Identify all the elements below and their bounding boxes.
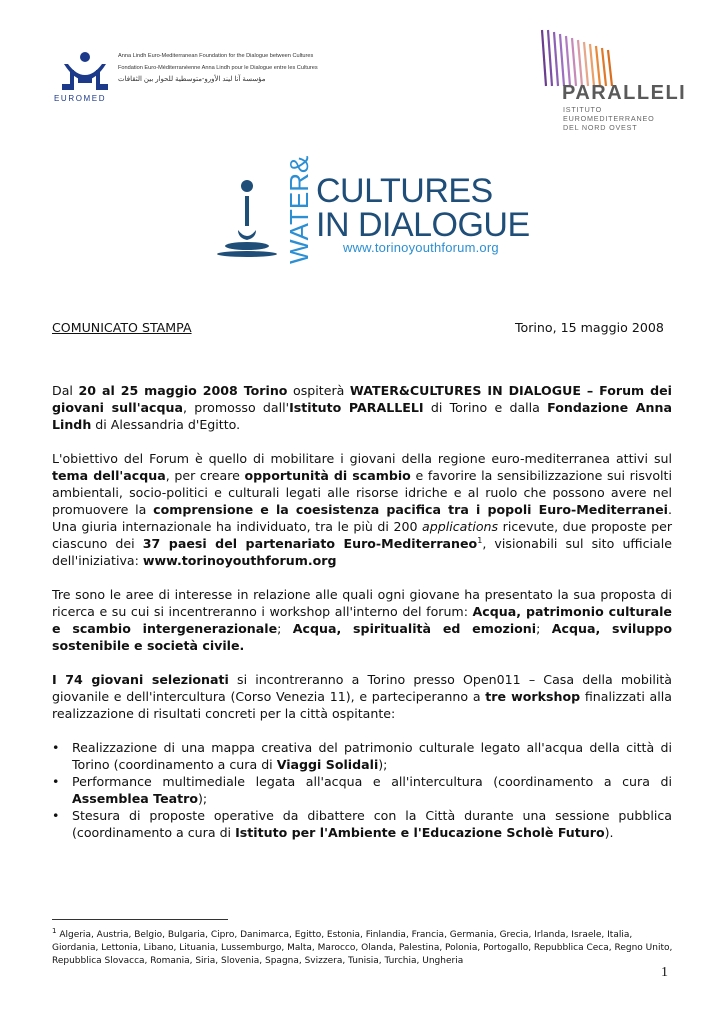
paragraph-participants: I 74 giovani selezionati si incontreranno a Torino presso Open011 – Casa della mobilità giovanile e dell'intercultura (Corso Venezia 11), e parteciperanno a tre workshop finalizzati alla realizzazione di risultati concreti per la città ospitante: bbox=[52, 672, 672, 721]
paralleli-line-2: EUROMEDITERRANEO bbox=[563, 114, 655, 123]
in-dialogue-title: IN DIALOGUE bbox=[316, 206, 530, 244]
paragraph-objective: L'obiettivo del Forum è quello di mobilitare i giovani della regione euro-mediterranea attivi sul tema dell'acqua, per creare opportunità di scambio e favorire la sensibilizzazione sui risvolti ambientali, socio-politici e culturali legati alle risorse idriche e al ruolo che possono avere nel promuovere la comprensione e la coesistenza pacifica tra i popoli Euro-Mediterranei. Una giuria internazionale ha individuato, tra le più di 200 applications ricevute, due proposte per ciascuno dei 37 paesi del partenariato Euro-Mediterraneo$^1$, visionabili sul sito ufficiale dell'iniziativa: www.torinoyouthforum.org bbox=[52, 451, 672, 568]
workshop-list bbox=[52, 739, 672, 841]
forum-url-link[interactable]: www.torinoyouthforum.org bbox=[142, 553, 337, 568]
list-item: • Realizzazione di una mappa creativa del patrimonio culturale legato all'acqua della città di Torino (coordinamento a cura di Viaggi Solidali); bbox=[52, 739, 672, 773]
euromed-wordmark: EUROMED bbox=[54, 94, 107, 103]
paragraph-areas: Tre sono le aree di interesse in relazione alle quali ogni giovane ha presentato la sua proposta di ricerca e su cui si incentreranno i workshop all'interno del forum: Acqua, patrimonio culturale e scambio intergenerazionale; Acqua, spiritualità ed emozioni; Acqua, sviluppo sostenibile e società civile. bbox=[52, 587, 672, 653]
euromed-emblem-icon bbox=[56, 50, 114, 94]
page-number: 1 bbox=[661, 965, 668, 980]
footnote-separator bbox=[52, 919, 228, 920]
footnote-ref[interactable]: 1 bbox=[477, 535, 483, 545]
cultures-title: CULTURES bbox=[316, 172, 493, 210]
paralleli-logo bbox=[532, 26, 687, 132]
water-vertical-text: WATER& bbox=[284, 155, 314, 264]
footnote bbox=[52, 925, 674, 968]
euromed-line-ar: مؤسسة آنا ليند الأورو-متوسطية للحوار بين الثقافات bbox=[118, 76, 266, 83]
date-line: Torino, 15 maggio 2008 bbox=[515, 320, 664, 335]
euromed-line-fr: Fondation Euro-Méditerranéenne Anna Lindh pour le Dialogue entre les Cultures bbox=[118, 65, 318, 71]
paragraph-intro: Dal 20 al 25 maggio 2008 Torino ospiterà WATER&CULTURES IN DIALOGUE – Forum dei giovani sull'acqua, promosso dall'Istituto PARALLELI di Torino e dalla Fondazione Anna Lindh di Alessandria d'Egitto. bbox=[52, 383, 672, 432]
logo-url: www.torinoyouthforum.org bbox=[343, 240, 499, 255]
press-release-label: COMUNICATO STAMPA bbox=[52, 320, 192, 335]
euromed-line-en: Anna Lindh Euro-Mediterranean Foundation for the Dialogue between Cultures bbox=[118, 53, 314, 59]
water-drop-icon bbox=[212, 172, 282, 260]
footnote-text: Algeria, Austria, Belgio, Bulgaria, Cipro, Danimarca, Egitto, Estonia, Finlandia, Francia, Germania, Grecia, Irlanda, Israele, Italia, Giordania, Lettonia, Libano, Lituania, Lussemburgo, Malta, Marocco, Olanda, Palestina, Polonia, Portogallo, Repubblica Ceca, Regno Unito, Repubblica Slovacca, Romania, Siria, Slovenia, Spagna, Svizzera, Tunisia, Turchia, Ungheria bbox=[52, 930, 673, 966]
footnote-mark: 1 bbox=[52, 927, 57, 935]
paralleli-line-3: DEL NORD OVEST bbox=[563, 123, 638, 132]
euromed-logo bbox=[56, 48, 338, 108]
list-item: • Stesura di proposte operative da dibattere con la Città durante una sessione pubblica (coordinamento a cura di Istituto per l'Ambiente e l'Educazione Scholè Futuro). bbox=[52, 807, 672, 841]
water-cultures-logo bbox=[212, 155, 552, 268]
list-item: • Performance multimediale legata all'acqua e all'intercultura (coordinamento a cura di Assemblea Teatro); bbox=[52, 773, 672, 807]
body-text bbox=[52, 382, 672, 841]
paralleli-line-1: ISTITUTO bbox=[563, 105, 603, 114]
paralleli-stripes-icon bbox=[538, 26, 620, 90]
paralleli-wordmark: PARALLELI bbox=[562, 82, 687, 104]
